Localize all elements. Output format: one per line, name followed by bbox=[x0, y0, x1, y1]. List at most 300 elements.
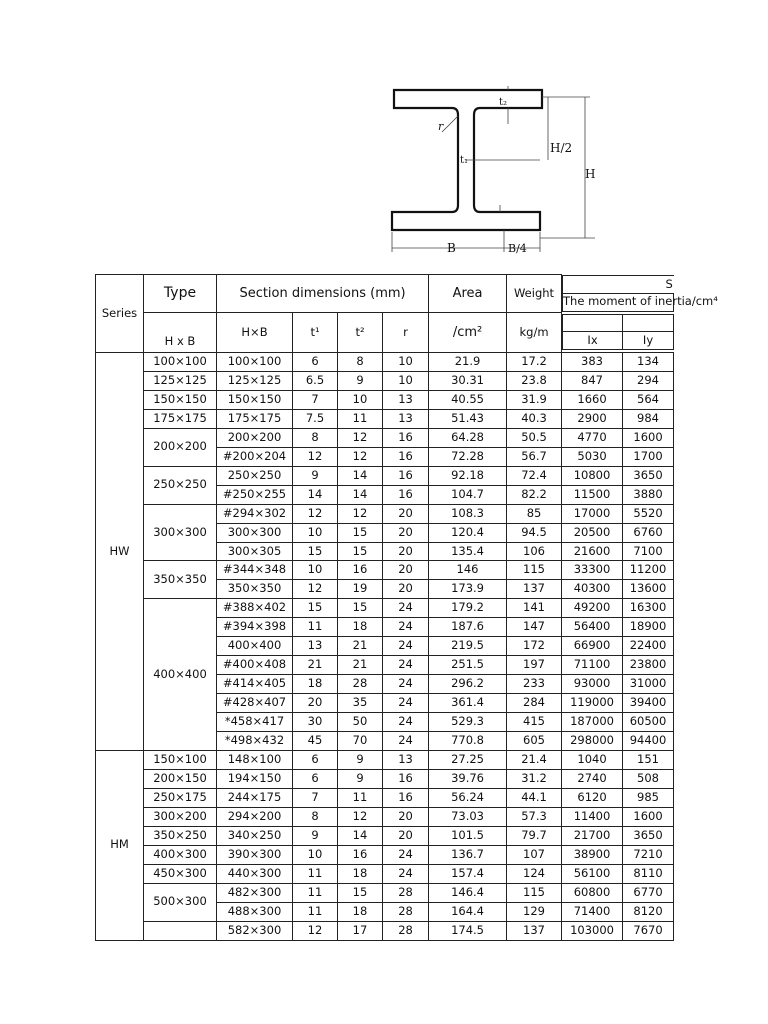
iy-cell: 1600 bbox=[623, 807, 674, 826]
table-row bbox=[96, 353, 674, 372]
weight-cell: 56.7 bbox=[507, 447, 562, 466]
hxb-cell: #294×302 bbox=[217, 504, 293, 523]
inertia-header: The moment of inertia/cm⁴ bbox=[562, 293, 674, 312]
area-cell: 164.4 bbox=[429, 902, 507, 921]
weight-cell: 233 bbox=[507, 675, 562, 694]
t2-cell: 17 bbox=[338, 921, 383, 940]
t1-cell: 11 bbox=[293, 902, 338, 921]
weight-cell: 82.2 bbox=[507, 485, 562, 504]
header-row-1 bbox=[96, 275, 674, 313]
type-cell: 175×175 bbox=[144, 409, 217, 428]
type-cell: 300×300 bbox=[144, 504, 217, 561]
area-cell: 30.31 bbox=[429, 371, 507, 390]
weight-cell: 172 bbox=[507, 637, 562, 656]
r-cell: 10 bbox=[383, 371, 429, 390]
t2-cell: 16 bbox=[338, 561, 383, 580]
ix-cell: 10800 bbox=[562, 466, 623, 485]
t2-cell: 11 bbox=[338, 788, 383, 807]
t1-cell: 11 bbox=[293, 618, 338, 637]
table-row bbox=[96, 788, 674, 807]
iy-cell: 7210 bbox=[623, 845, 674, 864]
r-cell: 24 bbox=[383, 618, 429, 637]
t1-cell: 15 bbox=[293, 542, 338, 561]
r-cell: 24 bbox=[383, 845, 429, 864]
ix-cell: 11500 bbox=[562, 485, 623, 504]
hxb-header: H×B bbox=[217, 313, 293, 353]
t1-cell: 6 bbox=[293, 751, 338, 770]
b-label: B bbox=[447, 241, 456, 255]
hxb-cell: 125×125 bbox=[217, 371, 293, 390]
t1-cell: 7 bbox=[293, 390, 338, 409]
hxb-cell: 194×150 bbox=[217, 769, 293, 788]
ix-cell: 71100 bbox=[562, 656, 623, 675]
iy-cell: 6770 bbox=[623, 883, 674, 902]
r-cell: 24 bbox=[383, 694, 429, 713]
r-label: r bbox=[438, 120, 444, 133]
type-cell: 300×200 bbox=[144, 807, 217, 826]
type-cell: 250×175 bbox=[144, 788, 217, 807]
type-cell: 250×250 bbox=[144, 466, 217, 504]
area-cell: 251.5 bbox=[429, 656, 507, 675]
weight-cell: 57.3 bbox=[507, 807, 562, 826]
iy-cell: 3650 bbox=[623, 466, 674, 485]
r-cell: 10 bbox=[383, 353, 429, 372]
ix-cell: 383 bbox=[562, 353, 623, 372]
t2-header: t² bbox=[338, 313, 383, 353]
area-cell: 108.3 bbox=[429, 504, 507, 523]
t2-cell: 18 bbox=[338, 864, 383, 883]
table-row bbox=[96, 466, 674, 485]
area-cell: 51.43 bbox=[429, 409, 507, 428]
r-cell: 24 bbox=[383, 864, 429, 883]
t1-cell: 21 bbox=[293, 656, 338, 675]
t2-cell: 9 bbox=[338, 769, 383, 788]
t2-cell: 10 bbox=[338, 390, 383, 409]
table-row bbox=[96, 371, 674, 390]
weight-cell: 147 bbox=[507, 618, 562, 637]
r-cell: 13 bbox=[383, 751, 429, 770]
r-cell: 13 bbox=[383, 390, 429, 409]
weight-cell: 106 bbox=[507, 542, 562, 561]
area-cell: 146 bbox=[429, 561, 507, 580]
r-cell: 24 bbox=[383, 656, 429, 675]
type-cell: 125×125 bbox=[144, 371, 217, 390]
t1-cell: 45 bbox=[293, 732, 338, 751]
hxb-cell: 488×300 bbox=[217, 902, 293, 921]
table-row bbox=[96, 390, 674, 409]
t1-label: t₁ bbox=[460, 155, 469, 166]
series-label-hm: HM bbox=[96, 751, 144, 941]
t1-cell: 30 bbox=[293, 713, 338, 732]
t2-cell: 11 bbox=[338, 409, 383, 428]
ix-cell: 21700 bbox=[562, 826, 623, 845]
iy-cell: 18900 bbox=[623, 618, 674, 637]
section-dimensions-header: Section dimensions (mm) bbox=[217, 275, 429, 313]
table-row bbox=[96, 428, 674, 447]
hxb-cell: 400×400 bbox=[217, 637, 293, 656]
iy-cell: 23800 bbox=[623, 656, 674, 675]
table-row bbox=[96, 921, 674, 940]
r-cell: 28 bbox=[383, 883, 429, 902]
area-cell: 92.18 bbox=[429, 466, 507, 485]
area-cell: 40.55 bbox=[429, 390, 507, 409]
t1-cell: 15 bbox=[293, 599, 338, 618]
weight-cell: 31.9 bbox=[507, 390, 562, 409]
r-cell: 24 bbox=[383, 732, 429, 751]
iy-cell: 564 bbox=[623, 390, 674, 409]
ix-cell: 298000 bbox=[562, 732, 623, 751]
iy-cell: 294 bbox=[623, 371, 674, 390]
ix-cell: 1660 bbox=[562, 390, 623, 409]
area-cell: 173.9 bbox=[429, 580, 507, 599]
ix-cell: 93000 bbox=[562, 675, 623, 694]
hxb-cell: *498×432 bbox=[217, 732, 293, 751]
iy-cell: 31000 bbox=[623, 675, 674, 694]
weight-unit-header: kg/m bbox=[507, 313, 562, 353]
t2-cell: 14 bbox=[338, 826, 383, 845]
t2-cell: 9 bbox=[338, 371, 383, 390]
t2-cell: 15 bbox=[338, 883, 383, 902]
series-label-hw: HW bbox=[96, 353, 144, 751]
hxb-cell: #200×204 bbox=[217, 447, 293, 466]
type-cell: 400×400 bbox=[144, 599, 217, 751]
half-h-label: H/2 bbox=[550, 141, 573, 155]
weight-cell: 415 bbox=[507, 713, 562, 732]
weight-cell: 137 bbox=[507, 921, 562, 940]
t2-cell: 50 bbox=[338, 713, 383, 732]
r-cell: 20 bbox=[383, 826, 429, 845]
area-cell: 135.4 bbox=[429, 542, 507, 561]
type-cell: 150×100 bbox=[144, 751, 217, 770]
type-subheader: H x B bbox=[144, 313, 217, 353]
weight-cell: 23.8 bbox=[507, 371, 562, 390]
hxb-cell: #428×407 bbox=[217, 694, 293, 713]
area-cell: 146.4 bbox=[429, 883, 507, 902]
t2-cell: 15 bbox=[338, 523, 383, 542]
table-row bbox=[96, 845, 674, 864]
type-cell bbox=[144, 921, 217, 940]
area-cell: 56.24 bbox=[429, 788, 507, 807]
table-row bbox=[96, 883, 674, 902]
t1-header: t¹ bbox=[293, 313, 338, 353]
t2-cell: 9 bbox=[338, 751, 383, 770]
t1-cell: 18 bbox=[293, 675, 338, 694]
r-cell: 16 bbox=[383, 788, 429, 807]
r-cell: 28 bbox=[383, 921, 429, 940]
t1-cell: 8 bbox=[293, 428, 338, 447]
t2-cell: 8 bbox=[338, 353, 383, 372]
iy-cell: 3880 bbox=[623, 485, 674, 504]
hxb-cell: 250×250 bbox=[217, 466, 293, 485]
hxb-cell: 350×350 bbox=[217, 580, 293, 599]
ix-cell: 20500 bbox=[562, 523, 623, 542]
r-cell: 20 bbox=[383, 561, 429, 580]
t1-cell: 11 bbox=[293, 864, 338, 883]
iy-cell: 8120 bbox=[623, 902, 674, 921]
type-cell: 350×250 bbox=[144, 826, 217, 845]
iy-cell: 5520 bbox=[623, 504, 674, 523]
table-row bbox=[96, 561, 674, 580]
weight-cell: 21.4 bbox=[507, 751, 562, 770]
hxb-cell: #388×402 bbox=[217, 599, 293, 618]
r-cell: 20 bbox=[383, 504, 429, 523]
inertia-header-cell bbox=[562, 275, 718, 313]
t2-cell: 14 bbox=[338, 466, 383, 485]
hxb-cell: #394×398 bbox=[217, 618, 293, 637]
ix-cell: 103000 bbox=[562, 921, 623, 940]
weight-cell: 44.1 bbox=[507, 788, 562, 807]
ix-cell: 60800 bbox=[562, 883, 623, 902]
ix-cell: 21600 bbox=[562, 542, 623, 561]
area-cell: 361.4 bbox=[429, 694, 507, 713]
t1-cell: 9 bbox=[293, 826, 338, 845]
area-cell: 296.2 bbox=[429, 675, 507, 694]
ix-header: Ix bbox=[563, 331, 622, 349]
weight-cell: 284 bbox=[507, 694, 562, 713]
r-cell: 24 bbox=[383, 713, 429, 732]
weight-cell: 141 bbox=[507, 599, 562, 618]
ix-cell: 119000 bbox=[562, 694, 623, 713]
t2-cell: 18 bbox=[338, 902, 383, 921]
h-beam-spec-table-container bbox=[95, 274, 718, 937]
hxb-cell: #400×408 bbox=[217, 656, 293, 675]
r-cell: 20 bbox=[383, 542, 429, 561]
area-cell: 174.5 bbox=[429, 921, 507, 940]
area-unit-header: /cm² bbox=[429, 313, 507, 353]
i-beam-section-diagram bbox=[380, 80, 600, 265]
type-cell: 500×300 bbox=[144, 883, 217, 921]
t1-cell: 6 bbox=[293, 353, 338, 372]
hxb-cell: 300×300 bbox=[217, 523, 293, 542]
table-row bbox=[96, 769, 674, 788]
hxb-cell: 244×175 bbox=[217, 788, 293, 807]
iy-cell: 3650 bbox=[623, 826, 674, 845]
area-cell: 21.9 bbox=[429, 353, 507, 372]
iy-cell: 7670 bbox=[623, 921, 674, 940]
weight-header: Weight bbox=[507, 275, 562, 313]
type-cell: 350×350 bbox=[144, 561, 217, 599]
weight-cell: 129 bbox=[507, 902, 562, 921]
hxb-cell: 440×300 bbox=[217, 864, 293, 883]
iy-cell: 151 bbox=[623, 751, 674, 770]
t2-cell: 12 bbox=[338, 807, 383, 826]
iy-cell: 8110 bbox=[623, 864, 674, 883]
hxb-cell: #344×348 bbox=[217, 561, 293, 580]
t2-cell: 21 bbox=[338, 637, 383, 656]
weight-cell: 115 bbox=[507, 561, 562, 580]
area-cell: 27.25 bbox=[429, 751, 507, 770]
area-cell: 179.2 bbox=[429, 599, 507, 618]
table-row bbox=[96, 409, 674, 428]
ix-cell: 56100 bbox=[562, 864, 623, 883]
t2-cell: 12 bbox=[338, 428, 383, 447]
hxb-cell: #414×405 bbox=[217, 675, 293, 694]
iy-cell: 1700 bbox=[623, 447, 674, 466]
ix-cell: 2740 bbox=[562, 769, 623, 788]
t2-cell: 18 bbox=[338, 618, 383, 637]
iy-cell: 22400 bbox=[623, 637, 674, 656]
table-row bbox=[96, 751, 674, 770]
b-quarter-label: B/4 bbox=[508, 242, 527, 255]
hxb-cell: 100×100 bbox=[217, 353, 293, 372]
ix-cell: 71400 bbox=[562, 902, 623, 921]
table-row bbox=[96, 864, 674, 883]
t1-cell: 9 bbox=[293, 466, 338, 485]
t1-cell: 20 bbox=[293, 694, 338, 713]
r-cell: 13 bbox=[383, 409, 429, 428]
ix-cell: 4770 bbox=[562, 428, 623, 447]
t2-cell: 19 bbox=[338, 580, 383, 599]
t1-cell: 12 bbox=[293, 580, 338, 599]
iy-cell: 508 bbox=[623, 769, 674, 788]
t1-cell: 12 bbox=[293, 921, 338, 940]
iy-cell: 6760 bbox=[623, 523, 674, 542]
t1-cell: 8 bbox=[293, 807, 338, 826]
partial-header: S bbox=[562, 275, 674, 293]
area-cell: 187.6 bbox=[429, 618, 507, 637]
iy-header-wrap bbox=[623, 314, 674, 350]
area-header: Area bbox=[429, 275, 507, 313]
iy-cell: 16300 bbox=[623, 599, 674, 618]
area-cell: 39.76 bbox=[429, 769, 507, 788]
hxb-cell: 175×175 bbox=[217, 409, 293, 428]
weight-cell: 85 bbox=[507, 504, 562, 523]
ix-header-wrap bbox=[562, 314, 623, 350]
type-cell: 150×150 bbox=[144, 390, 217, 409]
table-row bbox=[96, 504, 674, 523]
hxb-cell: 482×300 bbox=[217, 883, 293, 902]
weight-cell: 124 bbox=[507, 864, 562, 883]
iy-cell: 1600 bbox=[623, 428, 674, 447]
r-cell: 16 bbox=[383, 485, 429, 504]
weight-cell: 79.7 bbox=[507, 826, 562, 845]
area-cell: 101.5 bbox=[429, 826, 507, 845]
area-cell: 529.3 bbox=[429, 713, 507, 732]
iy-cell: 13600 bbox=[623, 580, 674, 599]
ix-cell: 66900 bbox=[562, 637, 623, 656]
iy-cell: 985 bbox=[623, 788, 674, 807]
ix-cell: 33300 bbox=[562, 561, 623, 580]
type-header: Type bbox=[144, 275, 217, 313]
weight-cell: 94.5 bbox=[507, 523, 562, 542]
area-cell: 219.5 bbox=[429, 637, 507, 656]
iy-cell: 60500 bbox=[623, 713, 674, 732]
ix-cell: 847 bbox=[562, 371, 623, 390]
weight-cell: 197 bbox=[507, 656, 562, 675]
iy-header: Iy bbox=[623, 331, 673, 349]
t2-cell: 16 bbox=[338, 845, 383, 864]
t1-cell: 6.5 bbox=[293, 371, 338, 390]
t1-cell: 6 bbox=[293, 769, 338, 788]
hxb-cell: 150×150 bbox=[217, 390, 293, 409]
h-beam-spec-table bbox=[95, 274, 718, 941]
r-cell: 28 bbox=[383, 902, 429, 921]
ix-cell: 17000 bbox=[562, 504, 623, 523]
r-cell: 20 bbox=[383, 523, 429, 542]
iy-cell: 94400 bbox=[623, 732, 674, 751]
table-row bbox=[96, 826, 674, 845]
r-cell: 16 bbox=[383, 769, 429, 788]
hxb-cell: 340×250 bbox=[217, 826, 293, 845]
ix-cell: 38900 bbox=[562, 845, 623, 864]
ix-cell: 6120 bbox=[562, 788, 623, 807]
t1-cell: 14 bbox=[293, 485, 338, 504]
t2-cell: 28 bbox=[338, 675, 383, 694]
weight-cell: 137 bbox=[507, 580, 562, 599]
t2-cell: 15 bbox=[338, 599, 383, 618]
r-cell: 20 bbox=[383, 807, 429, 826]
header-row-2 bbox=[96, 313, 674, 353]
table-row bbox=[96, 599, 674, 618]
weight-cell: 107 bbox=[507, 845, 562, 864]
hxb-cell: 300×305 bbox=[217, 542, 293, 561]
t1-cell: 13 bbox=[293, 637, 338, 656]
series-header: Series bbox=[96, 275, 144, 353]
iy-cell: 984 bbox=[623, 409, 674, 428]
h-label: H bbox=[585, 167, 596, 181]
t1-cell: 12 bbox=[293, 447, 338, 466]
area-cell: 73.03 bbox=[429, 807, 507, 826]
hxb-cell: #250×255 bbox=[217, 485, 293, 504]
area-cell: 136.7 bbox=[429, 845, 507, 864]
t2-cell: 12 bbox=[338, 447, 383, 466]
ix-cell: 187000 bbox=[562, 713, 623, 732]
iy-cell: 7100 bbox=[623, 542, 674, 561]
t2-cell: 21 bbox=[338, 656, 383, 675]
ix-cell: 5030 bbox=[562, 447, 623, 466]
type-cell: 200×200 bbox=[144, 428, 217, 466]
table-row bbox=[96, 807, 674, 826]
t1-cell: 10 bbox=[293, 561, 338, 580]
ix-cell: 56400 bbox=[562, 618, 623, 637]
hxb-cell: 148×100 bbox=[217, 751, 293, 770]
ix-cell: 2900 bbox=[562, 409, 623, 428]
ix-cell: 1040 bbox=[562, 751, 623, 770]
r-cell: 16 bbox=[383, 428, 429, 447]
t1-cell: 12 bbox=[293, 504, 338, 523]
type-cell: 400×300 bbox=[144, 845, 217, 864]
weight-cell: 17.2 bbox=[507, 353, 562, 372]
ix-iy-header-cell bbox=[562, 313, 674, 353]
iy-cell: 134 bbox=[623, 353, 674, 372]
r-cell: 24 bbox=[383, 637, 429, 656]
iy-cell: 11200 bbox=[623, 561, 674, 580]
ix-cell: 49200 bbox=[562, 599, 623, 618]
t1-cell: 7.5 bbox=[293, 409, 338, 428]
weight-cell: 40.3 bbox=[507, 409, 562, 428]
iy-cell: 39400 bbox=[623, 694, 674, 713]
t2-cell: 35 bbox=[338, 694, 383, 713]
hxb-cell: 200×200 bbox=[217, 428, 293, 447]
hxb-cell: 294×200 bbox=[217, 807, 293, 826]
t1-cell: 10 bbox=[293, 523, 338, 542]
area-cell: 120.4 bbox=[429, 523, 507, 542]
t1-cell: 11 bbox=[293, 883, 338, 902]
weight-cell: 605 bbox=[507, 732, 562, 751]
r-header: r bbox=[383, 313, 429, 353]
weight-cell: 115 bbox=[507, 883, 562, 902]
hxb-cell: 390×300 bbox=[217, 845, 293, 864]
weight-cell: 31.2 bbox=[507, 769, 562, 788]
ix-cell: 11400 bbox=[562, 807, 623, 826]
ix-cell: 40300 bbox=[562, 580, 623, 599]
hxb-cell: 582×300 bbox=[217, 921, 293, 940]
weight-cell: 50.5 bbox=[507, 428, 562, 447]
area-cell: 770.8 bbox=[429, 732, 507, 751]
r-cell: 20 bbox=[383, 580, 429, 599]
t2-cell: 14 bbox=[338, 485, 383, 504]
r-cell: 24 bbox=[383, 599, 429, 618]
